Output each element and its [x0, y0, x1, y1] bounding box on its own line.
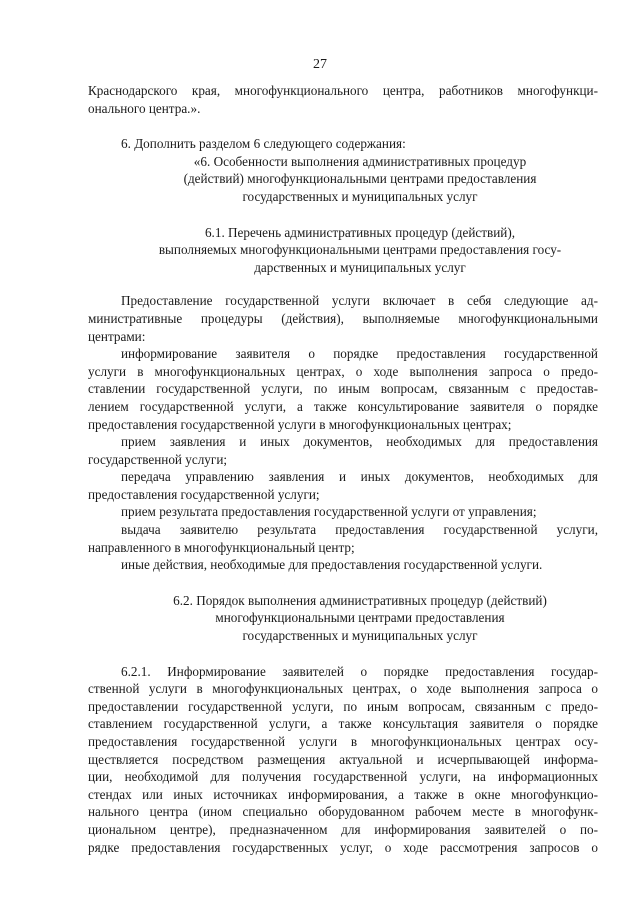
- text-line: предоставления государственной услуги в многофункциональных центрах;: [88, 416, 512, 432]
- text-line: Краснодарского края, многофункционального центра, работников многофункци-: [88, 83, 598, 98]
- text-line: лением государственной услуги, а также консультирование заявителя о порядке: [88, 398, 598, 414]
- section-6-2-1-paragraph: [88, 663, 598, 857]
- text-line: стендах или иных источниках информирования, а также в окне многофункцио-: [88, 786, 598, 802]
- heading-line: 6.2. Порядок выполнения административных процедур (действий): [173, 592, 547, 608]
- section-6-2-title: [88, 592, 598, 645]
- list-item: [88, 521, 598, 556]
- text-line: предоставления государственной услуги;: [88, 486, 320, 502]
- text-line: ставлением государственной услуги, а также консультация заявителя о порядке: [88, 716, 598, 732]
- text-line: информирование заявителя о порядке предоставления государственной: [121, 346, 598, 362]
- list-item: [88, 503, 598, 521]
- heading-line: выполняемых многофункциональными центрами предоставления госу-: [158, 242, 562, 258]
- document-body: [88, 82, 598, 856]
- text-line: центрами:: [88, 328, 146, 344]
- heading-line: государственных и муниципальных услуг: [242, 628, 478, 644]
- list-item: [88, 433, 598, 468]
- text-line: направленного в многофункциональный центр;: [88, 539, 355, 555]
- text-line: иные действия, необходимые для предоставления государственной услуги.: [121, 557, 543, 573]
- intro-paragraph: [88, 82, 598, 117]
- text-line: ции, необходимой для получения государственной услуги, на информационных: [88, 769, 598, 785]
- list-item: [88, 345, 598, 433]
- text-line: услуги в многофункциональных центрах, о ходе выполнения запроса о предо-: [88, 363, 598, 379]
- heading-line: дарственных и муниципальных услуг: [254, 259, 466, 275]
- text-line: Предоставление государственной услуги включает в себя следующие ад-: [121, 293, 598, 309]
- text-line: предоставлении государственной услуги, по иным вопросам, связанным с предо-: [88, 698, 598, 714]
- list-item: [88, 468, 598, 503]
- text-line: министративные процедуры (действия), выполняемые многофункциональными: [88, 310, 598, 326]
- heading-line: (действий) многофункциональными центрами предоставления: [183, 171, 537, 187]
- text-line: выдача заявителю результата предоставления государственной услуги,: [121, 522, 598, 538]
- amend-paragraph: [88, 135, 598, 153]
- text-line: ществляется посредством размещения актуальной и исчерпывающей информа-: [88, 751, 598, 767]
- text-line: 6. Дополнить разделом 6 следующего содержания:: [121, 136, 406, 152]
- text-line: онального центра.».: [88, 100, 201, 116]
- heading-line: «6. Особенности выполнения административных процедур: [193, 153, 527, 169]
- heading-line: многофункциональными центрами предоставления: [215, 610, 505, 626]
- heading-line: 6.1. Перечень административных процедур (действий),: [204, 224, 516, 240]
- heading-line: государственных и муниципальных услуг: [242, 188, 478, 204]
- text-line: прием заявления и иных документов, необходимых для предоставления: [121, 434, 598, 450]
- text-line: нального центра (ином специально оборудованном рабочем месте в многофунк-: [88, 804, 598, 820]
- text-line: предоставления государственной услуги в многофункциональных центрах осу-: [88, 734, 598, 749]
- text-line: передача управлению заявления и иных документов, необходимых для: [121, 469, 598, 485]
- section-6-1-title: [88, 224, 598, 277]
- section-6-title: [88, 153, 598, 206]
- list-item: [88, 556, 598, 574]
- text-line: ставлении государственной услуги, по иным вопросам, связанным с предостав-: [88, 381, 598, 397]
- text-line: циональном центре), предназначенном для информирования заявителей о по-: [88, 821, 598, 837]
- text-line: прием результата предоставления государственной услуги от управления;: [121, 504, 537, 520]
- text-line: государственной услуги;: [88, 451, 228, 467]
- text-line: рядке предоставления государственных услуг, о ходе рассмотрения запросов о: [88, 839, 598, 855]
- page-number: 27: [313, 57, 327, 72]
- text-line: ственной услуги в многофункциональных центрах, о ходе выполнения запроса о: [88, 681, 598, 697]
- text-line: 6.2.1. Информирование заявителей о порядке предоставления государ-: [121, 663, 598, 679]
- section-6-1-intro: [88, 292, 598, 345]
